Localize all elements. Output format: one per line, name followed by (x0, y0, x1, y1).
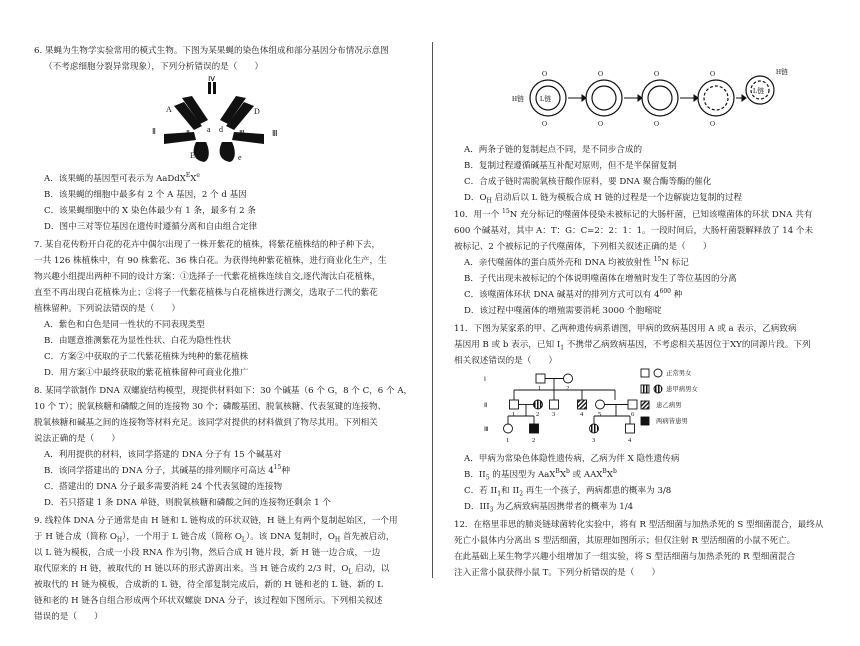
pedigree-iii1 (504, 424, 513, 433)
q9-stem-2: 于 H 链合成（简称 $O_H$），一个用于 L 链合成（简称 $O_L$）。该 DNA 复制时，$O_H$ 首先被启动， (34, 532, 395, 544)
q10-option-b: B．子代出现未被标记的个体说明噬菌体在增殖时发生了等位基因的分离 (464, 274, 737, 284)
pedigree-ii2 (534, 400, 543, 409)
q9-stem-3: 以 L 链为模板，合成一小段 RNA 作为引物，然后合成 H 链片段，新 H 链一边合成，一边 (34, 548, 381, 558)
q6-option-b: B．该果蝇的细胞中最多有 2 个 A 基因，2 个 d 基因 (44, 190, 247, 200)
q10-option-a: A．亲代噬菌体的蛋白质外壳和 DNA 均被放射性 $^{15}$N 标记 (464, 256, 689, 268)
mtdna-replication-figure (510, 62, 800, 130)
svg-text:L链: L链 (753, 87, 765, 95)
q8-option-b: B．该同学搭建出的 DNA 分子，其碱基的排列顺序可高达 $4^{15}$种 (44, 464, 290, 476)
svg-text:3: 3 (592, 437, 596, 444)
svg-text:e: e (238, 153, 242, 162)
q10-stem-3: 被标记、2 个被标记的子代噬菌体，下列相关叙述正确的是（ ） (454, 242, 712, 252)
q9-option-d: D．$O_H$ 启动后以 L 链为模板合成 H 链的过程是一个边解旋边复制的过程 (464, 193, 743, 205)
q7-option-c: C．方案②中获取的子二代紫花植株为纯种的紫花植株 (44, 352, 249, 362)
legend-jia-label: 患甲病男女 (666, 385, 698, 393)
legend-normal-male-icon (641, 369, 649, 377)
q8-option-c: C．搭建出的 DNA 分子最多需要消耗 24 个代表氢键的连接物 (44, 482, 283, 492)
pedigree-ii3 (550, 400, 559, 409)
legend-both-label: 两病皆患男 (656, 417, 688, 425)
q8-stem-3: 脱氧核糖和碱基之间的连接物等材料充足。该同学对提供的材料做到了物尽其用。下列相关 (34, 418, 378, 428)
svg-text:1: 1 (538, 385, 542, 392)
q11-option-a: A．甲病为常染色体隐性遗传病，乙病为伴 X 隐性遗传病 (464, 454, 680, 464)
svg-text:4: 4 (580, 411, 584, 418)
pedigree-i1 (536, 374, 545, 383)
legend-yi-male-icon (641, 401, 649, 409)
q9-option-b: B．复制过程遵循碱基互补配对原则，但不是半保留复制 (464, 161, 677, 171)
pedigree-iii2 (530, 424, 539, 433)
q6-stem: 6. 果蝇为生物学实验常用的模式生物。下图为某果蝇的染色体组成和部分基因分布情况示意图 (34, 46, 389, 56)
svg-text:2: 2 (536, 411, 540, 418)
q8-option-d: D．若只搭建 1 条 DNA 单链，则脱氧核糖和磷酸之间的连接物还剩余 1 个 (44, 498, 331, 508)
svg-text:Ⅳ: Ⅳ (208, 76, 216, 83)
pedigree-iii4 (626, 424, 635, 433)
chromosome-y (220, 142, 235, 162)
q12-stem: 12．在格里菲思的肺炎链球菌转化实验中，将有 R 型活细菌与加热杀死的 S 型细菌混合，最终从 (454, 520, 824, 530)
svg-text:O: O (654, 120, 660, 128)
svg-text:3: 3 (552, 411, 556, 418)
q7-stem: 7. 某自花传粉开白花的花卉中偶尔出现了一株开紫花的植株，将紫花植株结的种子种下去， (34, 240, 381, 250)
pedigree-ii4 (578, 400, 587, 409)
svg-text:O: O (654, 70, 660, 78)
q7-stem-2: 一共 126 株植株中，有 90 株紫花、36 株白花。为获得纯种紫花植株，进行商业化生产，生 (34, 256, 387, 266)
pedigree-ii6 (628, 400, 637, 409)
chromosome-figure (134, 76, 294, 168)
svg-text:Ⅲ: Ⅲ (239, 129, 245, 138)
q10-option-d: D．该过程中噬菌体的增殖需要消耗 3000 个胞嘧啶 (464, 306, 662, 316)
svg-text:2: 2 (566, 385, 570, 392)
svg-text:O: O (542, 120, 548, 128)
q6-stem-2: （不考虑细胞分裂异常现象），下列分析错误的是（ ） (44, 62, 264, 72)
q11-stem-3: 相关叙述错误的是（ ） (454, 356, 558, 366)
svg-text:Ⅱ: Ⅱ (484, 402, 488, 409)
q7-stem-3: 物兴趣小组提出两种不同的设计方案：①选择子一代紫花植株连续自交,逐代淘汰白花植株， (34, 272, 381, 282)
q12-stem-3: 在此基础上某生物学兴趣小组增加了一组实验，将 S 型活细菌与加热杀死的 R 型细菌混合 (454, 552, 796, 562)
svg-text:Ⅰ: Ⅰ (484, 376, 486, 383)
pedigree-figure (480, 372, 660, 452)
q9-stem-7: 错误的是（ ） (34, 612, 103, 622)
q6-option-c: C．该果蝇细胞中的 X 染色体最少有 1 条，最多有 2 条 (44, 206, 256, 216)
svg-text:d: d (219, 125, 223, 134)
svg-text:Ⅲ: Ⅲ (484, 426, 489, 433)
q9-stem-4: 取代原来的 H 链，被取代的 H 链以环的形式游离出来。当 H 链合成约 2/3 时，$O_L$ 启动，以 (34, 564, 390, 576)
q11-stem-2: 基因用 B 或 b 表示，已知 $I_1$ 不携带乙病致病基因，不考虑相关基因位于XY的同源片段。下列 (454, 340, 811, 352)
svg-text:1: 1 (512, 411, 516, 418)
legend-jia-male-icon (641, 385, 649, 393)
svg-text:Ⅱ: Ⅱ (152, 127, 156, 136)
q12-stem-4: 注入正常小鼠获得小鼠 T。下列分析错误的是（ ） (454, 568, 661, 578)
svg-text:5: 5 (598, 411, 602, 418)
q7-option-d: D．用方案①中最终获取的紫花植株留种可商业化推广 (44, 368, 249, 378)
svg-text:6: 6 (631, 411, 635, 418)
pedigree-i2 (564, 374, 573, 383)
pedigree-ii5 (596, 400, 605, 409)
q7-stem-5: 植株留种。下列说法错误的是（ ） (34, 304, 181, 314)
svg-text:Ⅱ: Ⅱ (186, 129, 190, 138)
q9-stem: 9. 线粒体 DNA 分子通常是由 H 链和 L 链构成的环状双链，H 链上有两个复制起始区，一个用 (34, 516, 398, 526)
svg-text:H链: H链 (776, 68, 789, 76)
column-divider (432, 42, 433, 578)
svg-text:1: 1 (506, 437, 510, 444)
legend-normal-female-icon (654, 369, 662, 377)
legend-yi-label: 患乙病男 (656, 401, 682, 409)
svg-text:A: A (166, 105, 172, 114)
chromosome-ii-lower (164, 132, 196, 144)
svg-text:2: 2 (532, 437, 536, 444)
q10-option-c: C．该噬菌体环状 DNA 碱基对的排列方式可以有 $4^{600}$ 种 (464, 288, 683, 300)
chromosome-iv (208, 82, 211, 94)
q8-stem-2: 10 个 T）；脱氧核糖和磷酸之间的连接物 30 个；磷酸基团、脱氧核糖、代表氢键的连接物、 (34, 402, 387, 412)
q9-stem-5: 被取代的 H 链为模板，合成新的 L 链，待全部复制完成后，新的 H 链和老的 L 链、新的 L (34, 580, 383, 590)
q10-stem-2: 600 个碱基对，其中 A：T：G：C=2：2：1：1。一段时间后，大肠杆菌裂解释放了 14 个未 (454, 226, 814, 236)
q8-stem: 8. 某同学欲制作 DNA 双螺旋结构模型，现提供材料如下：30 个碱基（6 个 G，8 个 C，6 个 A， (34, 386, 413, 396)
legend-normal-label: 正常男女 (666, 369, 692, 377)
svg-text:O: O (598, 70, 604, 78)
pedigree-ii1 (510, 400, 519, 409)
svg-text:Ⅲ: Ⅲ (272, 129, 278, 138)
q10-stem: 10．用一个 $^{15}$N 充分标记的噬菌体侵染未被标记的大肠杆菌，已知该噬菌体的环状 DNA 共有 (454, 208, 813, 220)
chromosome-iii-lower (232, 132, 264, 144)
svg-text:O: O (710, 70, 716, 78)
q7-stem-4: 直至不再出现白花植株为止；②将子一代紫花植株与白花植株进行测交，选取子二代的紫花 (34, 288, 378, 298)
svg-text:H链: H链 (512, 95, 525, 103)
q8-stem-4: 说法正确的是（ ） (34, 434, 120, 444)
legend-jia-female-icon (654, 385, 662, 393)
svg-text:O: O (598, 120, 604, 128)
svg-text:E: E (190, 151, 195, 160)
pedigree-iii3 (590, 424, 599, 433)
q11-option-c: C．若 $II_1$和 $II_2$ 再生一个孩子，两病都患的概率为 3/8 (464, 486, 672, 498)
svg-text:O: O (710, 120, 716, 128)
q9-option-a: A．两条子链的复制起点不同，是不同步合成的 (464, 145, 643, 155)
q6-option-d: D．图中三对等位基因在遗传时遵循分离和自由组合定律 (44, 222, 258, 232)
svg-text:O: O (542, 70, 548, 78)
q7-option-b: B．由题意推测紫花为显性性状、白花为隐性性状 (44, 336, 231, 346)
chromosome-x (194, 142, 209, 162)
svg-text:D: D (254, 107, 260, 116)
q11-option-d: D．$III_3$ 为乙病致病基因携带者的概率为 1/4 (464, 502, 634, 514)
legend-both-male-icon (641, 417, 649, 425)
q6-option-a: A．该果蝇的基因型可表示为 AaDdX$^E$Xe (44, 172, 200, 184)
q9-option-c: C．合成子链时需脱氧核苷酸作原料，要 DNA 聚合酶等酶的催化 (464, 177, 712, 187)
q8-option-a: A．利用提供的材料，该同学搭建的 DNA 分子有 15 个碱基对 (44, 450, 282, 460)
q9-stem-6: 链和老的 H 链各自组合形成两个环状双螺旋 DNA 分子，该过程如下图所示。下列相关叙述 (34, 596, 383, 606)
q7-option-a: A．紫色和白色是同一性状的不同表现类型 (44, 320, 205, 330)
svg-text:4: 4 (628, 437, 632, 444)
svg-text:a: a (207, 125, 211, 134)
q12-stem-2: 死亡小鼠体内分离出 S 型活细菌，其原理如图所示；但仅注射 R 型活细菌的小鼠不死亡。 (454, 536, 796, 546)
q11-option-b: B．$II_5$ 的基因型为 $AaX^BX^b$ 或 $AAX^BX^b$ (464, 468, 617, 482)
q11-stem: 11．下图为某家系的甲、乙两种遗传病系谱图，甲病的致病基因用 A 或 a 表示，乙病致病 (454, 324, 797, 334)
svg-text:L链: L链 (540, 95, 552, 103)
